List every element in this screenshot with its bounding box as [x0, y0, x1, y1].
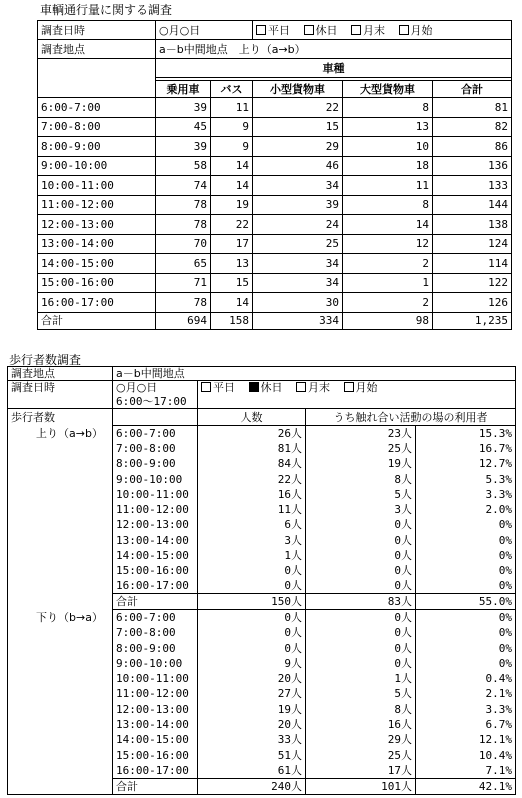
table-row: [8, 563, 516, 578]
checkbox-icon: [201, 382, 211, 392]
time-slot-cell: 10:00-11:00: [113, 671, 198, 686]
count-cell: 70: [156, 234, 211, 254]
interaction-users-cell: 25人: [306, 747, 416, 762]
count-cell: 11人: [198, 502, 306, 517]
table-row: [8, 456, 516, 471]
direction-spacer: [8, 441, 113, 456]
time-slot-cell: 14:00-15:00: [38, 254, 156, 274]
time-slot-cell: 8:00-9:00: [113, 456, 198, 471]
count-cell: 122: [433, 273, 512, 293]
count-cell: 6人: [198, 517, 306, 532]
interaction-users-cell: 0人: [306, 640, 416, 655]
count-cell: 74: [156, 176, 211, 196]
time-slot-cell: 7:00-8:00: [113, 441, 198, 456]
table-row: [38, 117, 512, 137]
time-slot-cell: 16:00-17:00: [38, 293, 156, 313]
time-slot-cell: 6:00-7:00: [38, 98, 156, 118]
count-cell: 2: [343, 254, 433, 274]
percent-cell: 0%: [416, 517, 516, 532]
count-cell: 81: [433, 98, 512, 118]
count-cell: 34: [253, 254, 343, 274]
count-cell: 15: [253, 117, 343, 137]
percent-cell: 10.4%: [416, 747, 516, 762]
table-row: [8, 732, 516, 747]
count-cell: 25: [253, 234, 343, 254]
interaction-users-cell: 0人: [306, 533, 416, 548]
count-cell: 22人: [198, 471, 306, 486]
time-slot-cell: 11:00-12:00: [113, 686, 198, 701]
interaction-users-cell: 0人: [306, 656, 416, 671]
survey-date-label: 調査日時: [38, 21, 156, 40]
count-cell: 124: [433, 234, 512, 254]
direction-spacer: [8, 656, 113, 671]
table-row: [38, 98, 512, 118]
count-cell: 19人: [198, 702, 306, 717]
table-row: [8, 533, 516, 548]
checkbox-icon: [344, 382, 354, 392]
total-percent-cell: 42.1%: [416, 778, 516, 794]
count-cell: 9: [211, 137, 253, 157]
direction-label: 下り（b→a）: [8, 610, 113, 625]
interaction-users-cell: 0人: [306, 610, 416, 625]
direction-spacer: [8, 563, 113, 578]
time-slot-cell: 8:00-9:00: [38, 137, 156, 157]
direction-spacer: [8, 517, 113, 532]
time-slot-cell: 9:00-10:00: [113, 656, 198, 671]
table-row: [8, 656, 516, 671]
percent-cell: 0%: [416, 610, 516, 625]
ped-count-spacer: [113, 409, 198, 426]
interaction-users-cell: 23人: [306, 426, 416, 441]
percent-cell: 7.1%: [416, 763, 516, 778]
interaction-users-cell: 25人: [306, 441, 416, 456]
count-cell: 78: [156, 215, 211, 235]
direction-spacer: [8, 702, 113, 717]
interaction-users-cell: 8人: [306, 471, 416, 486]
total-cell: 98: [343, 312, 433, 329]
time-slot-cell: 10:00-11:00: [113, 487, 198, 502]
total-cell: 694: [156, 312, 211, 329]
count-cell: 34: [253, 176, 343, 196]
interaction-users-cell: 19人: [306, 456, 416, 471]
table-row: [38, 156, 512, 176]
time-slot-cell: 14:00-15:00: [113, 548, 198, 563]
percent-cell: 0%: [416, 625, 516, 640]
direction-label: 上り（a→b）: [8, 426, 113, 441]
table-row: [8, 686, 516, 701]
interaction-users-cell: 0人: [306, 563, 416, 578]
percent-cell: 0%: [416, 640, 516, 655]
time-slot-cell: 7:00-8:00: [113, 625, 198, 640]
vehicle-survey-title: 車輌通行量に関する調査: [40, 3, 173, 17]
total-cell: 158: [211, 312, 253, 329]
checkbox-icon: [249, 382, 259, 392]
count-cell: 13: [211, 254, 253, 274]
count-cell: 20人: [198, 671, 306, 686]
vehicle-type-header: 車種: [156, 59, 512, 78]
count-cell: 22: [211, 215, 253, 235]
total-count-cell: 150人: [198, 594, 306, 610]
checkbox-icon: [399, 25, 409, 35]
count-cell: 144: [433, 195, 512, 215]
percent-cell: 0%: [416, 548, 516, 563]
count-cell: 24: [253, 215, 343, 235]
time-header-cell: [38, 59, 156, 98]
percent-cell: 6.7%: [416, 717, 516, 732]
count-cell: 11: [343, 176, 433, 196]
count-cell: 19: [211, 195, 253, 215]
checkbox-icon: [304, 25, 314, 35]
time-slot-cell: 11:00-12:00: [38, 195, 156, 215]
table-row: [8, 487, 516, 502]
interaction-users-cell: 0人: [306, 517, 416, 532]
table-row: [8, 625, 516, 640]
table-row: [8, 502, 516, 517]
checkbox-icon: [256, 25, 266, 35]
col-header-small-truck: 小型貨物車: [253, 81, 343, 98]
count-cell: 81人: [198, 441, 306, 456]
ped-time-range: 6:00～17:00: [113, 395, 198, 409]
count-cell: 14: [343, 215, 433, 235]
count-cell: 0人: [198, 640, 306, 655]
count-cell: 84人: [198, 456, 306, 471]
interaction-users-cell: 8人: [306, 702, 416, 717]
table-row: [8, 426, 516, 441]
time-slot-cell: 16:00-17:00: [113, 578, 198, 593]
count-cell: 9人: [198, 656, 306, 671]
time-slot-cell: 12:00-13:00: [38, 215, 156, 235]
percent-cell: 2.1%: [416, 686, 516, 701]
time-slot-cell: 13:00-14:00: [113, 533, 198, 548]
col-header-bus: バス: [211, 81, 253, 98]
interaction-users-cell: 0人: [306, 578, 416, 593]
count-cell: 136: [433, 156, 512, 176]
table-row: [8, 548, 516, 563]
total-users-cell: 83人: [306, 594, 416, 610]
count-cell: 2: [343, 293, 433, 313]
percent-cell: 3.3%: [416, 487, 516, 502]
count-cell: 18: [343, 156, 433, 176]
time-slot-cell: 6:00-7:00: [113, 610, 198, 625]
count-cell: 1: [343, 273, 433, 293]
time-slot-cell: 6:00-7:00: [113, 426, 198, 441]
count-cell: 20人: [198, 717, 306, 732]
direction-spacer: [8, 778, 113, 794]
count-cell: 51人: [198, 747, 306, 762]
total-label: 合計: [113, 778, 198, 794]
direction-spacer: [8, 747, 113, 762]
table-row: [38, 234, 512, 254]
ped-count-label: 歩行者数: [8, 409, 113, 426]
direction-spacer: [8, 717, 113, 732]
direction-spacer: [8, 456, 113, 471]
count-cell: 13: [343, 117, 433, 137]
direction-spacer: [8, 732, 113, 747]
count-cell: 26人: [198, 426, 306, 441]
count-cell: 0人: [198, 625, 306, 640]
count-cell: 58: [156, 156, 211, 176]
table-row: [38, 215, 512, 235]
percent-cell: 2.0%: [416, 502, 516, 517]
table-row: [8, 640, 516, 655]
count-cell: 15: [211, 273, 253, 293]
count-cell: 34: [253, 273, 343, 293]
checkbox-icon: [351, 25, 361, 35]
vehicle-survey-table: [37, 20, 512, 330]
table-row: [8, 610, 516, 625]
total-row: [8, 594, 516, 610]
count-cell: 71: [156, 273, 211, 293]
table-row: [8, 702, 516, 717]
percent-cell: 12.1%: [416, 732, 516, 747]
percent-cell: 0%: [416, 533, 516, 548]
table-row: [8, 717, 516, 732]
direction-spacer: [8, 533, 113, 548]
ped-place-value: a－b中間地点: [113, 367, 516, 381]
time-slot-cell: 9:00-10:00: [38, 156, 156, 176]
col-header-count: 人数: [198, 409, 306, 426]
interaction-users-cell: 0人: [306, 625, 416, 640]
time-slot-cell: 7:00-8:00: [38, 117, 156, 137]
percent-cell: 0%: [416, 563, 516, 578]
count-cell: 27人: [198, 686, 306, 701]
count-cell: 39: [156, 98, 211, 118]
direction-spacer: [8, 640, 113, 655]
count-cell: 86: [433, 137, 512, 157]
percent-cell: 0%: [416, 656, 516, 671]
checkbox-icon: [296, 382, 306, 392]
count-cell: 82: [433, 117, 512, 137]
interaction-users-cell: 3人: [306, 502, 416, 517]
count-cell: 8: [343, 195, 433, 215]
survey-place-value: a－b中間地点 上り（a→b）: [156, 40, 512, 59]
percent-cell: 16.7%: [416, 441, 516, 456]
count-cell: 33人: [198, 732, 306, 747]
count-cell: 16人: [198, 487, 306, 502]
col-header-large-truck: 大型貨物車: [343, 81, 433, 98]
pedestrian-survey-title: 歩行者数調査: [9, 353, 82, 367]
count-cell: 14: [211, 156, 253, 176]
count-cell: 14: [211, 293, 253, 313]
count-cell: 11: [211, 98, 253, 118]
count-cell: 14: [211, 176, 253, 196]
count-cell: 133: [433, 176, 512, 196]
total-label: 合計: [38, 312, 156, 329]
ped-date-value: ○月○日: [113, 381, 198, 395]
percent-cell: 15.3%: [416, 426, 516, 441]
time-slot-cell: 12:00-13:00: [113, 517, 198, 532]
total-row: [8, 778, 516, 794]
total-count-cell: 240人: [198, 778, 306, 794]
direction-spacer: [8, 594, 113, 610]
count-cell: 0人: [198, 563, 306, 578]
count-cell: 0人: [198, 610, 306, 625]
interaction-users-cell: 29人: [306, 732, 416, 747]
count-cell: 61人: [198, 763, 306, 778]
time-slot-cell: 9:00-10:00: [113, 471, 198, 486]
direction-spacer: [8, 763, 113, 778]
ped-place-label: 調査地点: [8, 367, 113, 381]
time-slot-cell: 15:00-16:00: [38, 273, 156, 293]
pedestrian-survey-table: [7, 366, 516, 795]
time-slot-cell: 10:00-11:00: [38, 176, 156, 196]
count-cell: 30: [253, 293, 343, 313]
interaction-users-cell: 16人: [306, 717, 416, 732]
count-cell: 126: [433, 293, 512, 313]
table-row: [38, 195, 512, 215]
percent-cell: 0%: [416, 578, 516, 593]
total-label: 合計: [113, 594, 198, 610]
ped-options-spacer: [198, 395, 516, 409]
direction-spacer: [8, 671, 113, 686]
time-slot-cell: 13:00-14:00: [38, 234, 156, 254]
total-users-cell: 101人: [306, 778, 416, 794]
table-row: [8, 763, 516, 778]
count-cell: 1人: [198, 548, 306, 563]
table-row: [8, 747, 516, 762]
table-row: [38, 137, 512, 157]
direction-spacer: [8, 578, 113, 593]
direction-spacer: [8, 471, 113, 486]
percent-cell: 3.3%: [416, 702, 516, 717]
count-cell: 138: [433, 215, 512, 235]
ped-date-label: 調査日時: [8, 381, 113, 409]
table-row: [38, 176, 512, 196]
interaction-users-cell: 1人: [306, 671, 416, 686]
time-slot-cell: 13:00-14:00: [113, 717, 198, 732]
time-slot-cell: 15:00-16:00: [113, 747, 198, 762]
interaction-users-cell: 5人: [306, 686, 416, 701]
survey-date-value: ○月○日: [156, 21, 253, 40]
col-header-total: 合計: [433, 81, 512, 98]
count-cell: 78: [156, 293, 211, 313]
count-cell: 22: [253, 98, 343, 118]
percent-cell: 5.3%: [416, 471, 516, 486]
table-row: [8, 578, 516, 593]
count-cell: 29: [253, 137, 343, 157]
interaction-users-cell: 5人: [306, 487, 416, 502]
percent-cell: 0.4%: [416, 671, 516, 686]
table-row: [8, 441, 516, 456]
direction-spacer: [8, 548, 113, 563]
time-slot-cell: 15:00-16:00: [113, 563, 198, 578]
table-row: [38, 293, 512, 313]
total-cell: 334: [253, 312, 343, 329]
time-slot-cell: 11:00-12:00: [113, 502, 198, 517]
count-cell: 39: [156, 137, 211, 157]
count-cell: 10: [343, 137, 433, 157]
survey-place-label: 調査地点: [38, 40, 156, 59]
table-row: [8, 517, 516, 532]
count-cell: 3人: [198, 533, 306, 548]
count-cell: 114: [433, 254, 512, 274]
time-slot-cell: 12:00-13:00: [113, 702, 198, 717]
count-cell: 17: [211, 234, 253, 254]
count-cell: 39: [253, 195, 343, 215]
count-cell: 0人: [198, 578, 306, 593]
total-row: [38, 312, 512, 329]
day-type-options: 平日 休日 月末 月始: [253, 21, 512, 40]
direction-spacer: [8, 502, 113, 517]
table-row: [38, 273, 512, 293]
direction-spacer: [8, 686, 113, 701]
count-cell: 45: [156, 117, 211, 137]
table-row: [38, 254, 512, 274]
total-cell: 1,235: [433, 312, 512, 329]
count-cell: 12: [343, 234, 433, 254]
count-cell: 78: [156, 195, 211, 215]
col-header-interaction-users: うち触れ合い活動の場の利用者: [306, 409, 516, 426]
percent-cell: 12.7%: [416, 456, 516, 471]
direction-spacer: [8, 625, 113, 640]
col-header-car: 乗用車: [156, 81, 211, 98]
count-cell: 65: [156, 254, 211, 274]
count-cell: 8: [343, 98, 433, 118]
time-slot-cell: 14:00-15:00: [113, 732, 198, 747]
time-slot-cell: 8:00-9:00: [113, 640, 198, 655]
table-row: [8, 671, 516, 686]
count-cell: 46: [253, 156, 343, 176]
ped-day-type-options: 平日 休日 月末 月始: [198, 381, 516, 395]
count-cell: 9: [211, 117, 253, 137]
interaction-users-cell: 17人: [306, 763, 416, 778]
interaction-users-cell: 0人: [306, 548, 416, 563]
table-row: [8, 471, 516, 486]
time-slot-cell: 16:00-17:00: [113, 763, 198, 778]
direction-spacer: [8, 487, 113, 502]
total-percent-cell: 55.0%: [416, 594, 516, 610]
